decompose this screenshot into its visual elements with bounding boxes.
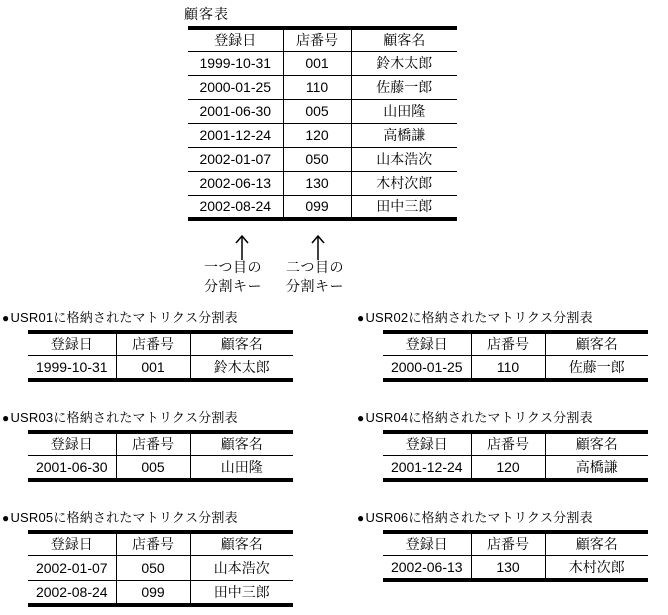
bullet-icon: ●	[2, 411, 10, 425]
partition-table	[28, 430, 293, 482]
table-row	[188, 147, 457, 171]
first-partition-key-label	[204, 258, 262, 296]
second-partition-key-label-line2: 分割キー	[286, 278, 344, 294]
table-cell: 佐藤一郎	[351, 75, 457, 99]
table-cell: 2002-08-24	[28, 580, 116, 605]
table-row	[383, 455, 648, 480]
table-cell: 120	[471, 455, 545, 480]
table-cell: 050	[116, 555, 190, 580]
bullet-icon: ●	[357, 311, 365, 325]
column-header: 登録日	[383, 332, 471, 355]
partition-table-block	[0, 507, 310, 607]
partition-table-title: USR06に格納されたマトリクス分割表	[365, 510, 593, 525]
column-header: 登録日	[383, 532, 471, 555]
column-header: 店番号	[471, 432, 545, 455]
table-row	[28, 555, 293, 580]
table-row	[383, 555, 648, 580]
table-cell: 110	[283, 75, 351, 99]
table-cell: 130	[283, 171, 351, 195]
table-cell: 130	[471, 555, 545, 580]
column-header: 店番号	[471, 332, 545, 355]
column-header: 顧客名	[351, 28, 457, 51]
first-partition-key-arrow-icon	[235, 234, 249, 260]
table-cell: 高橋謙	[351, 123, 457, 147]
partition-table-title: USR02に格納されたマトリクス分割表	[365, 310, 593, 325]
table-cell: 山本浩次	[351, 147, 457, 171]
table-cell: 佐藤一郎	[545, 355, 648, 380]
partition-table	[383, 530, 648, 582]
bullet-icon: ●	[357, 411, 365, 425]
partition-table-heading	[0, 407, 310, 426]
bullet-icon: ●	[357, 511, 365, 525]
table-cell: 2000-01-25	[188, 75, 283, 99]
table-cell: 110	[471, 355, 545, 380]
header-row	[383, 432, 648, 455]
partition-table-heading	[355, 307, 665, 326]
table-cell: 2002-06-13	[188, 171, 283, 195]
table-row	[188, 99, 457, 123]
table-cell: 2000-01-25	[383, 355, 471, 380]
table-cell: 050	[283, 147, 351, 171]
header-row	[383, 532, 648, 555]
table-row	[28, 355, 293, 380]
column-header: 顧客名	[190, 432, 293, 455]
table-row	[188, 195, 457, 219]
bullet-icon: ●	[2, 311, 10, 325]
table-cell: 1999-10-31	[188, 51, 283, 75]
column-header: 登録日	[188, 28, 283, 51]
column-header: 顧客名	[190, 332, 293, 355]
table-cell: 099	[283, 195, 351, 219]
table-cell: 田中三郎	[351, 195, 457, 219]
partition-table	[383, 430, 648, 482]
column-header: 店番号	[283, 28, 351, 51]
column-header: 登録日	[28, 332, 116, 355]
column-header: 店番号	[116, 432, 190, 455]
table-cell: 2001-06-30	[28, 455, 116, 480]
table-cell: 120	[283, 123, 351, 147]
table-cell: 005	[283, 99, 351, 123]
table-cell: 099	[116, 580, 190, 605]
column-header: 店番号	[116, 532, 190, 555]
table-cell: 木村次郎	[545, 555, 648, 580]
partition-table-title: USR03に格納されたマトリクス分割表	[10, 410, 238, 425]
first-partition-key-label-line2: 分割キー	[204, 278, 262, 294]
table-row	[28, 580, 293, 605]
table-cell: 2002-08-24	[188, 195, 283, 219]
column-header: 顧客名	[545, 432, 648, 455]
partition-table-block	[355, 307, 665, 382]
table-cell: 山田隆	[351, 99, 457, 123]
column-header: 登録日	[383, 432, 471, 455]
column-header: 店番号	[471, 532, 545, 555]
header-row	[383, 332, 648, 355]
customer-table-title: 顧客表	[184, 6, 229, 22]
partition-table	[383, 330, 648, 382]
table-row	[188, 171, 457, 195]
partition-table-block	[355, 507, 665, 582]
table-cell: 山本浩次	[190, 555, 293, 580]
partition-table-title: USR05に格納されたマトリクス分割表	[10, 510, 238, 525]
table-row	[28, 455, 293, 480]
partition-table-title: USR01に格納されたマトリクス分割表	[10, 310, 238, 325]
table-cell: 木村次郎	[351, 171, 457, 195]
partition-table-block	[0, 407, 310, 482]
second-partition-key-label	[286, 258, 344, 296]
table-cell: 2001-12-24	[383, 455, 471, 480]
partition-table	[28, 330, 293, 382]
partition-table-title: USR04に格納されたマトリクス分割表	[365, 410, 593, 425]
first-partition-key-label-line1: 一つ目の	[204, 259, 262, 275]
column-header: 顧客名	[545, 332, 648, 355]
partition-table-block	[0, 307, 310, 382]
table-cell: 鈴木太郎	[190, 355, 293, 380]
bullet-icon: ●	[2, 511, 10, 525]
partition-table-heading	[0, 307, 310, 326]
header-row	[28, 532, 293, 555]
header-row	[28, 432, 293, 455]
table-cell: 2002-01-07	[28, 555, 116, 580]
column-header: 登録日	[28, 432, 116, 455]
column-header: 登録日	[28, 532, 116, 555]
partition-table-heading	[355, 507, 665, 526]
table-cell: 山田隆	[190, 455, 293, 480]
column-header: 顧客名	[190, 532, 293, 555]
table-cell: 005	[116, 455, 190, 480]
partition-table	[28, 530, 293, 607]
table-cell: 2001-06-30	[188, 99, 283, 123]
column-header: 店番号	[116, 332, 190, 355]
second-partition-key-label-line1: 二つ目の	[286, 259, 344, 275]
table-cell: 001	[116, 355, 190, 380]
table-cell: 1999-10-31	[28, 355, 116, 380]
second-partition-key-arrow-icon	[311, 234, 325, 260]
header-row	[188, 28, 457, 51]
column-header: 顧客名	[545, 532, 648, 555]
table-cell: 2002-01-07	[188, 147, 283, 171]
table-cell: 田中三郎	[190, 580, 293, 605]
table-cell: 鈴木太郎	[351, 51, 457, 75]
table-row	[188, 123, 457, 147]
table-cell: 2002-06-13	[383, 555, 471, 580]
header-row	[28, 332, 293, 355]
customer-table	[188, 26, 457, 221]
table-cell: 高橋謙	[545, 455, 648, 480]
table-row	[383, 355, 648, 380]
table-row	[188, 51, 457, 75]
table-cell: 2001-12-24	[188, 123, 283, 147]
partition-table-heading	[0, 507, 310, 526]
table-row	[188, 75, 457, 99]
partition-table-heading	[355, 407, 665, 426]
partition-table-block	[355, 407, 665, 482]
table-cell: 001	[283, 51, 351, 75]
